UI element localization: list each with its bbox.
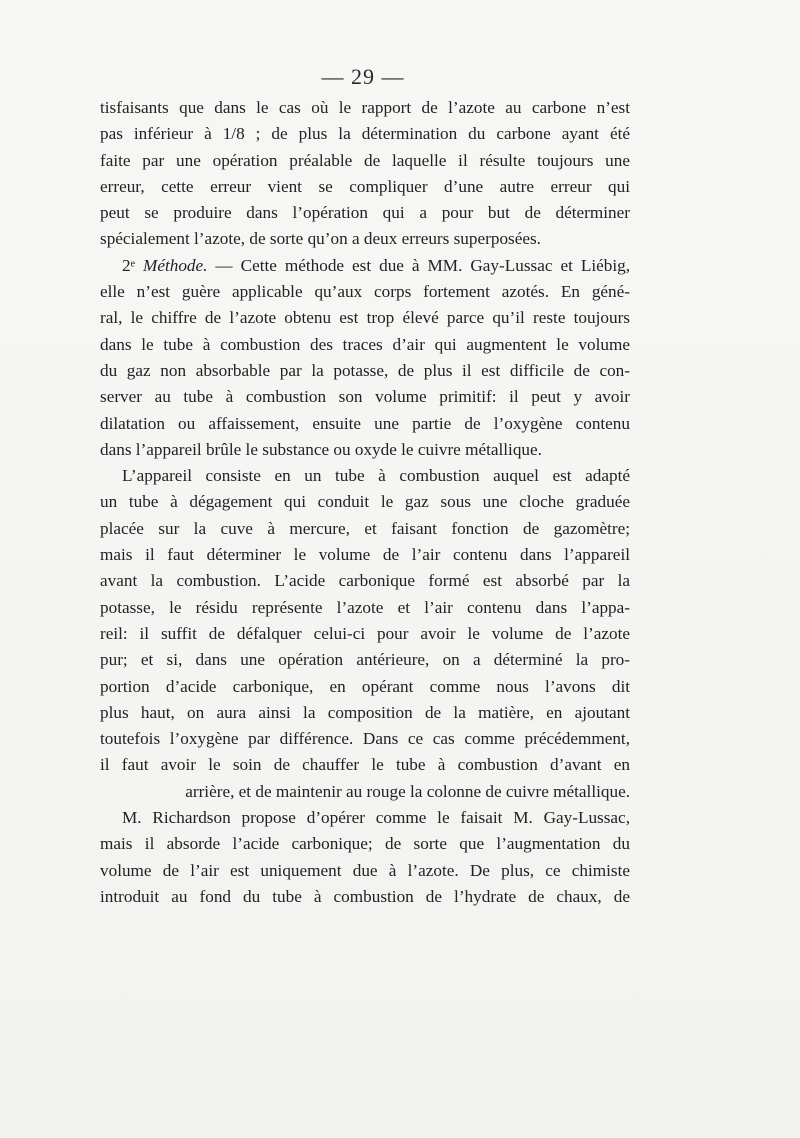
text-line: avant la combustion. L’acide carbonique formé est absorbé par la [100, 571, 630, 591]
text-line: potasse, le résidu représente l’azote et l’air contenu dans l’appa- [100, 597, 630, 617]
text-line: dans le tube à combustion des traces d’air qui augmentent le volume [100, 334, 630, 354]
paragraph-start-appareil: L’appareil consiste en un tube à combustion auquel est adapté [122, 466, 630, 486]
text-line: dilatation ou affaissement, ensuite une partie de l’oxygène contenu [100, 413, 630, 433]
text-line: toutefois l’oxygène par différence. Dans ce cas comme précédemment, [100, 729, 630, 749]
text-line: introduit au fond du tube à combustion de l’hydrate de chaux, de [100, 886, 630, 906]
text-line: peut se produire dans l’opération qui a pour but de déterminer [100, 203, 630, 223]
text-line: portion d’acide carbonique, en opérant comme nous l’avons dit [100, 676, 630, 696]
text-line: mais il absorde l’acide carbonique; de sorte que l’augmentation du [100, 834, 630, 854]
text-line: pas inférieur à 1/8 ; de plus la détermination du carbone ayant été [100, 124, 630, 144]
text-line: ral, le chiffre de l’azote obtenu est trop élevé parce qu’il reste toujours [100, 308, 630, 328]
paragraph-start-richardson: M. Richardson propose d’opérer comme le faisait M. Gay-Lussac, [122, 808, 630, 828]
text-line: reil: il suffit de défalquer celui-ci pour avoir le volume de l’azote [100, 623, 630, 643]
text-line: il faut avoir le soin de chauffer le tube à combustion d’avant en [100, 755, 630, 775]
text-line: dans l’appareil brûle le substance ou oxyde le cuivre métallique. [100, 439, 542, 459]
paragraph-start-methode: 2ᵉ Méthode. — Cette méthode est due à MM. Gay-Lussac et Liébig, [122, 255, 630, 275]
text-line: mais il faut déterminer le volume de l’air contenu dans l’appareil [100, 545, 630, 565]
page-number: — 29 — [321, 64, 405, 89]
text-line: elle n’est guère applicable qu’aux corps fortement azotés. En géné- [100, 282, 630, 302]
text-line: arrière, et de maintenir au rouge la colonne de cuivre métallique. [185, 781, 630, 801]
text-line: du gaz non absorbable par la potasse, de plus il est difficile de con- [100, 360, 630, 380]
text-line: spécialement l’azote, de sorte qu’on a deux erreurs superposées. [100, 229, 541, 249]
text-line: volume de l’air est uniquement due à l’azote. De plus, ce chimiste [100, 860, 630, 880]
text-line: server au tube à combustion son volume primitif: il peut y avoir [100, 387, 630, 407]
text-line: faite par une opération préalable de laquelle il résulte toujours une [100, 150, 630, 170]
text-line: plus haut, on aura ainsi la composition de la matière, en ajoutant [100, 702, 630, 722]
body-text [100, 95, 630, 910]
text-line: pur; et si, dans une opération antérieure, on a déterminé la pro- [100, 650, 630, 670]
text-line: un tube à dégagement qui conduit le gaz sous une cloche graduée [100, 492, 630, 512]
text-line: erreur, cette erreur vient se compliquer d’une autre erreur qui [100, 176, 630, 196]
methode-italic: Méthode. [143, 255, 208, 275]
text-line: placée sur la cuve à mercure, et faisant fonction de gazomètre; [100, 518, 630, 538]
text-line: tisfaisants que dans le cas où le rapport de l’azote au carbone n’est [100, 98, 630, 117]
